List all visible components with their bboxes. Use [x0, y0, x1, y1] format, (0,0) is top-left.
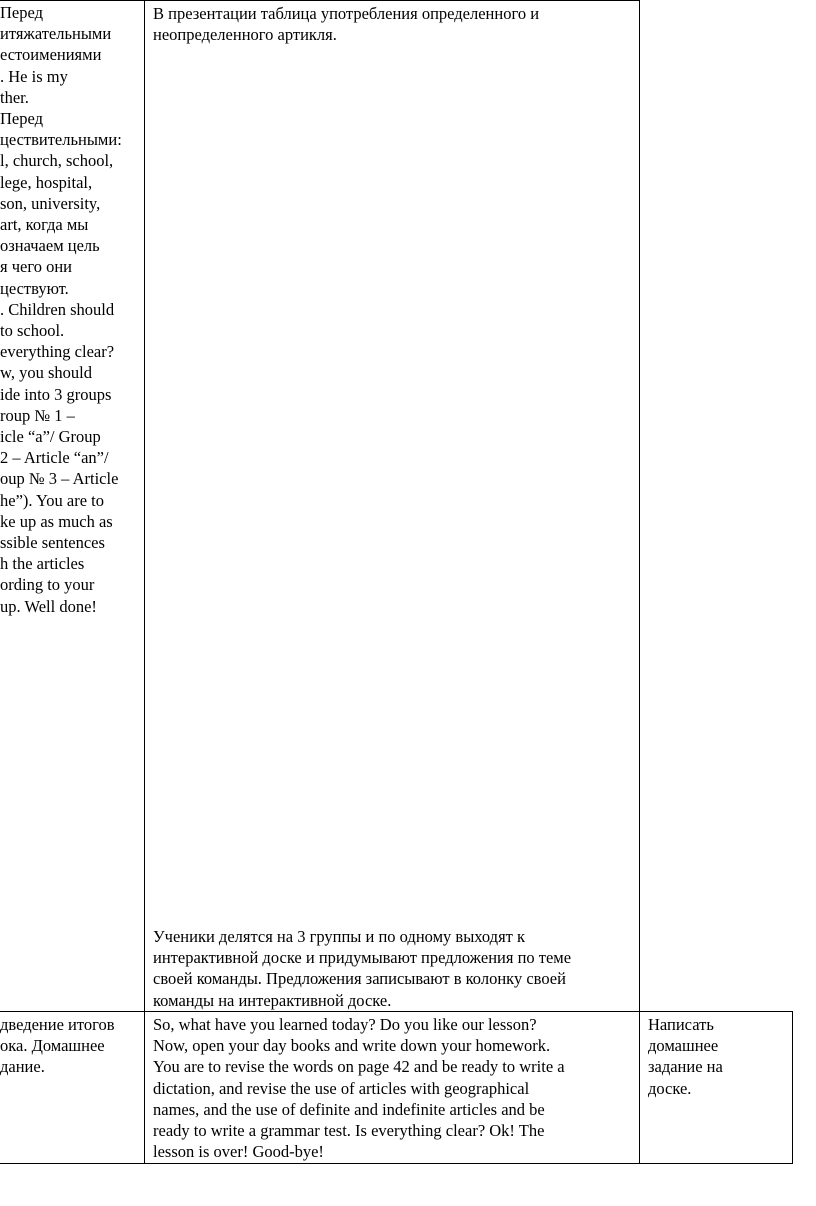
text-line: You are to revise the words on page 42 and be ready to write a [153, 1057, 565, 1077]
text-line: ready to write a grammar test. Is everything clear? Ok! The [153, 1121, 545, 1141]
col-divider-left-row2 [144, 1011, 145, 1164]
text-line: everything clear? [0, 342, 115, 362]
text-line: доске. [648, 1078, 692, 1098]
table-right-border-row2 [792, 1011, 793, 1164]
text-line: dictation, and revise the use of articles with geographical [153, 1078, 530, 1098]
text-line: lege, hospital, [0, 172, 93, 192]
text-line: to school. [0, 321, 65, 341]
text-line: 2 – Article “an”/ [0, 448, 109, 468]
text-line: up. Well done! [0, 596, 97, 616]
row1-middle-bottom-text [153, 926, 637, 1011]
text-line: w, you should [0, 363, 92, 383]
text-line: he”). You are to [0, 490, 105, 510]
text-line: Перед [0, 109, 43, 129]
text-line: ока. Домашнее [0, 1036, 105, 1056]
text-line: roup № 1 – [0, 405, 75, 425]
text-line: означаем цель [0, 236, 100, 256]
text-line: ssible sentences [0, 533, 105, 553]
text-line: ther. [0, 87, 29, 107]
row1-middle-top-text [153, 3, 637, 45]
text-line: домашнее [648, 1036, 719, 1056]
text-line: art, когда мы [0, 215, 89, 235]
text-line: lesson is over! Good-bye! [153, 1142, 324, 1162]
text-line: В презентации таблица употребления определенного и [153, 4, 540, 23]
col-divider-right-row2 [639, 1011, 640, 1164]
text-line: интерактивной доске и придумывают предложения по теме [153, 948, 572, 968]
text-line: команды на интерактивной доске. [153, 990, 392, 1010]
text-line: h the articles [0, 554, 85, 574]
text-line: задание на [648, 1057, 723, 1077]
text-line: неопределенного артикля. [153, 25, 337, 45]
text-line: дание. [0, 1057, 45, 1077]
text-line: l, church, school, [0, 151, 114, 171]
text-line: ording to your [0, 575, 95, 595]
col-divider-right-row1 [639, 0, 640, 1011]
row2-middle-cell [153, 1014, 637, 1162]
text-line: icle “a”/ Group [0, 427, 101, 447]
text-line: oup № 3 – Article [0, 469, 119, 489]
text-line: Ученики делятся на 3 группы и по одному выходят к [153, 927, 526, 946]
text-line: цествуют. [0, 278, 69, 298]
text-line: . Children should [0, 299, 115, 319]
row2-right-cell [648, 1014, 790, 1099]
text-line: Написать [648, 1015, 714, 1034]
col-divider-left-row1 [144, 0, 145, 1011]
table-bottom-border [0, 1163, 793, 1164]
text-line: So, what have you learned today? Do you like our lesson? [153, 1015, 537, 1034]
text-line: names, and the use of definite and indefinite articles and be [153, 1099, 545, 1119]
text-line: я чего они [0, 257, 72, 277]
text-line: son, university, [0, 193, 101, 213]
row2-left-cell [0, 1014, 142, 1078]
text-line: своей команды. Предложения записывают в колонку своей [153, 969, 566, 989]
text-line: дведение итогов [0, 1015, 115, 1034]
text-line: ide into 3 groups [0, 384, 112, 404]
text-line: . He is my [0, 66, 68, 86]
text-line: естоимениями [0, 45, 102, 65]
text-line: ke up as much as [0, 511, 113, 531]
text-line: Перед [0, 3, 43, 22]
text-line: Now, open your day books and write down your homework. [153, 1036, 551, 1056]
row-divider [0, 1011, 793, 1012]
text-line: цествительными: [0, 130, 122, 150]
table-top-border [0, 0, 640, 1]
text-line: итяжательными [0, 24, 112, 44]
row1-left-cell [0, 2, 142, 617]
